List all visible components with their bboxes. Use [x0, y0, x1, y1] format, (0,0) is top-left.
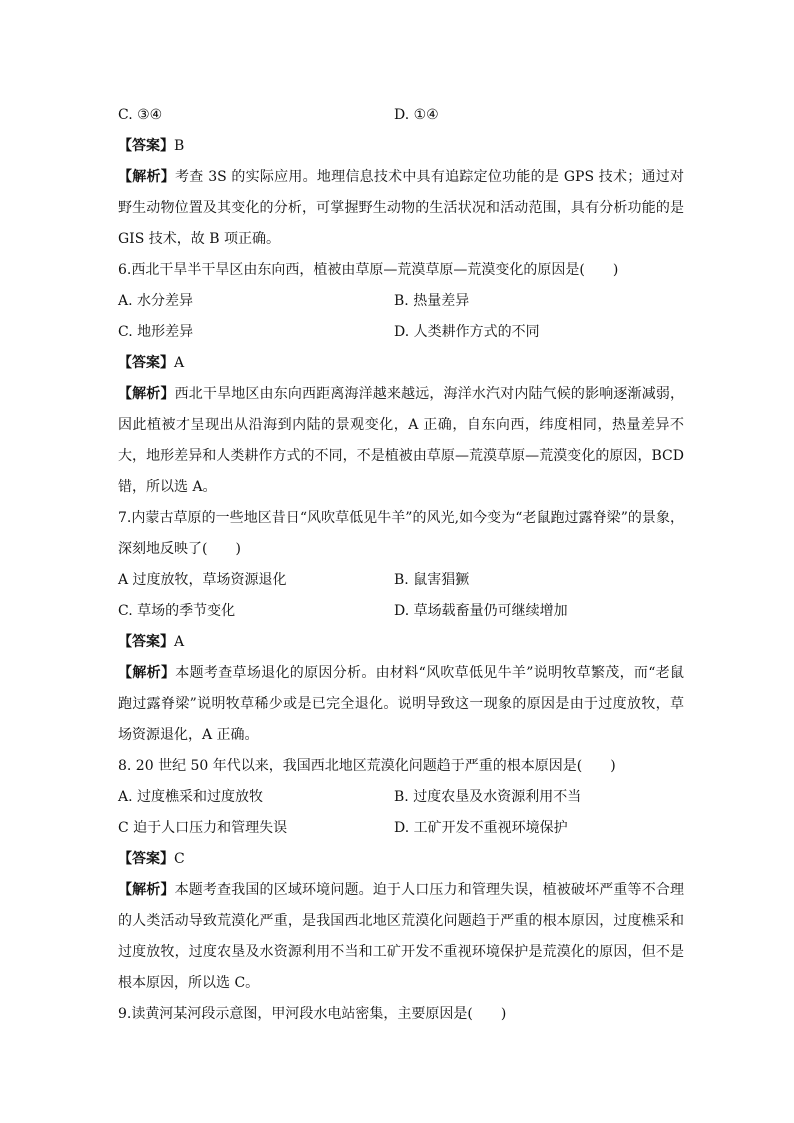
explanation-text: 西北干旱地区由东向西距离海洋越来越远，海洋水汽对内陆气候的影响逐渐减弱，因此植被才呈现出从沿海到内陆的景观变化，A 正确，自东向西，纬度相同，热量差异不大，地形差异和人类耕作方式的不同，不是植被由草原—荒漠草原—荒漠变化的原因，BCD 错，所以选 A。	[118, 386, 685, 495]
answer-line	[118, 131, 684, 162]
explanation-label: 【解析】	[118, 882, 175, 898]
question-stem: 8. 20 世纪 50 年代以来，我国西北地区荒漠化问题趋于严重的根本原因是( )	[118, 758, 616, 774]
explanation	[118, 162, 684, 255]
options-row	[118, 286, 684, 317]
answer-value: A	[174, 355, 185, 371]
explanation-label: 【解析】	[118, 386, 175, 402]
answer-label: 【答案】	[118, 634, 174, 650]
explanation-text: 本题考查我国的区域环境问题。迫于人口压力和管理失误，植被破坏严重等不合理的人类活动导致荒漠化严重，是我国西北地区荒漠化问题趋于严重的根本原因，过度樵采和过度放牧，过度农垦及水资源利用不当和工矿开发不重视环境保护是荒漠化的原因，但不是根本原因，所以选 C。	[118, 882, 685, 991]
answer-line	[118, 627, 684, 658]
document-content	[118, 100, 684, 1030]
options-row	[118, 596, 684, 627]
answer-label: 【答案】	[118, 851, 174, 867]
explanation-text: 考查 3S 的实际应用。地理信息技术中具有追踪定位功能的是 GPS 技术；通过对野生动物位置及其变化的分析，可掌握野生动物的生活状况和活动范围，具有分析功能的是 GIS 技术，故 B 项正确。	[118, 169, 684, 247]
answer-label: 【答案】	[118, 355, 174, 371]
option-right: D. ①④	[394, 107, 439, 123]
options-row	[118, 565, 684, 596]
explanation	[118, 875, 684, 999]
answer-line	[118, 844, 684, 875]
answer-value: C	[174, 851, 185, 867]
question-stem: 6.西北干旱半干旱区由东向西，植被由草原—荒漠草原—荒漠变化的原因是( )	[118, 262, 619, 278]
option-left: C. ③④	[118, 107, 163, 123]
option-left: C. 地形差异	[118, 324, 194, 340]
option-left: A. 过度樵采和过度放牧	[118, 789, 264, 805]
option-left: A 过度放牧，草场资源退化	[118, 572, 287, 588]
explanation-label: 【解析】	[118, 169, 175, 185]
option-left: C 迫于人口压力和管理失误	[118, 820, 288, 836]
option-right: B. 鼠害猖獗	[394, 572, 470, 588]
option-left: C. 草场的季节变化	[118, 603, 236, 619]
option-right: B. 过度农垦及水资源利用不当	[394, 789, 582, 805]
options-row	[118, 813, 684, 844]
option-right: D. 草场载畜量仍可继续增加	[394, 603, 568, 619]
options-row	[118, 782, 684, 813]
explanation-text: 本题考查草场退化的原因分析。由材料“风吹草低见牛羊”说明牧草繁茂，而“老鼠跑过露脊梁”说明牧草稀少或是已完全退化。说明导致这一现象的原因是由于过度放牧，草场资源退化，A 正确。	[118, 665, 684, 743]
answer-line	[118, 348, 684, 379]
explanation-label: 【解析】	[118, 665, 176, 681]
options-row	[118, 317, 684, 348]
answer-value: B	[174, 138, 185, 154]
question-stem: 7.内蒙古草原的一些地区昔日“风吹草低见牛羊”的风光,如今变为“老鼠跑过露脊梁”的景象，深刻地反映了( )	[118, 510, 684, 557]
option-right: B. 热量差异	[394, 293, 470, 309]
answer-value: A	[174, 634, 185, 650]
question-stem: 9.读黄河某河段示意图，甲河段水电站密集，主要原因是( )	[118, 1006, 507, 1022]
answer-label: 【答案】	[118, 138, 174, 154]
explanation	[118, 379, 684, 503]
option-left: A. 水分差异	[118, 293, 194, 309]
option-right: D. 工矿开发不重视环境保护	[394, 820, 568, 836]
option-right: D. 人类耕作方式的不同	[394, 324, 540, 340]
explanation	[118, 658, 684, 751]
options-row	[118, 100, 684, 131]
